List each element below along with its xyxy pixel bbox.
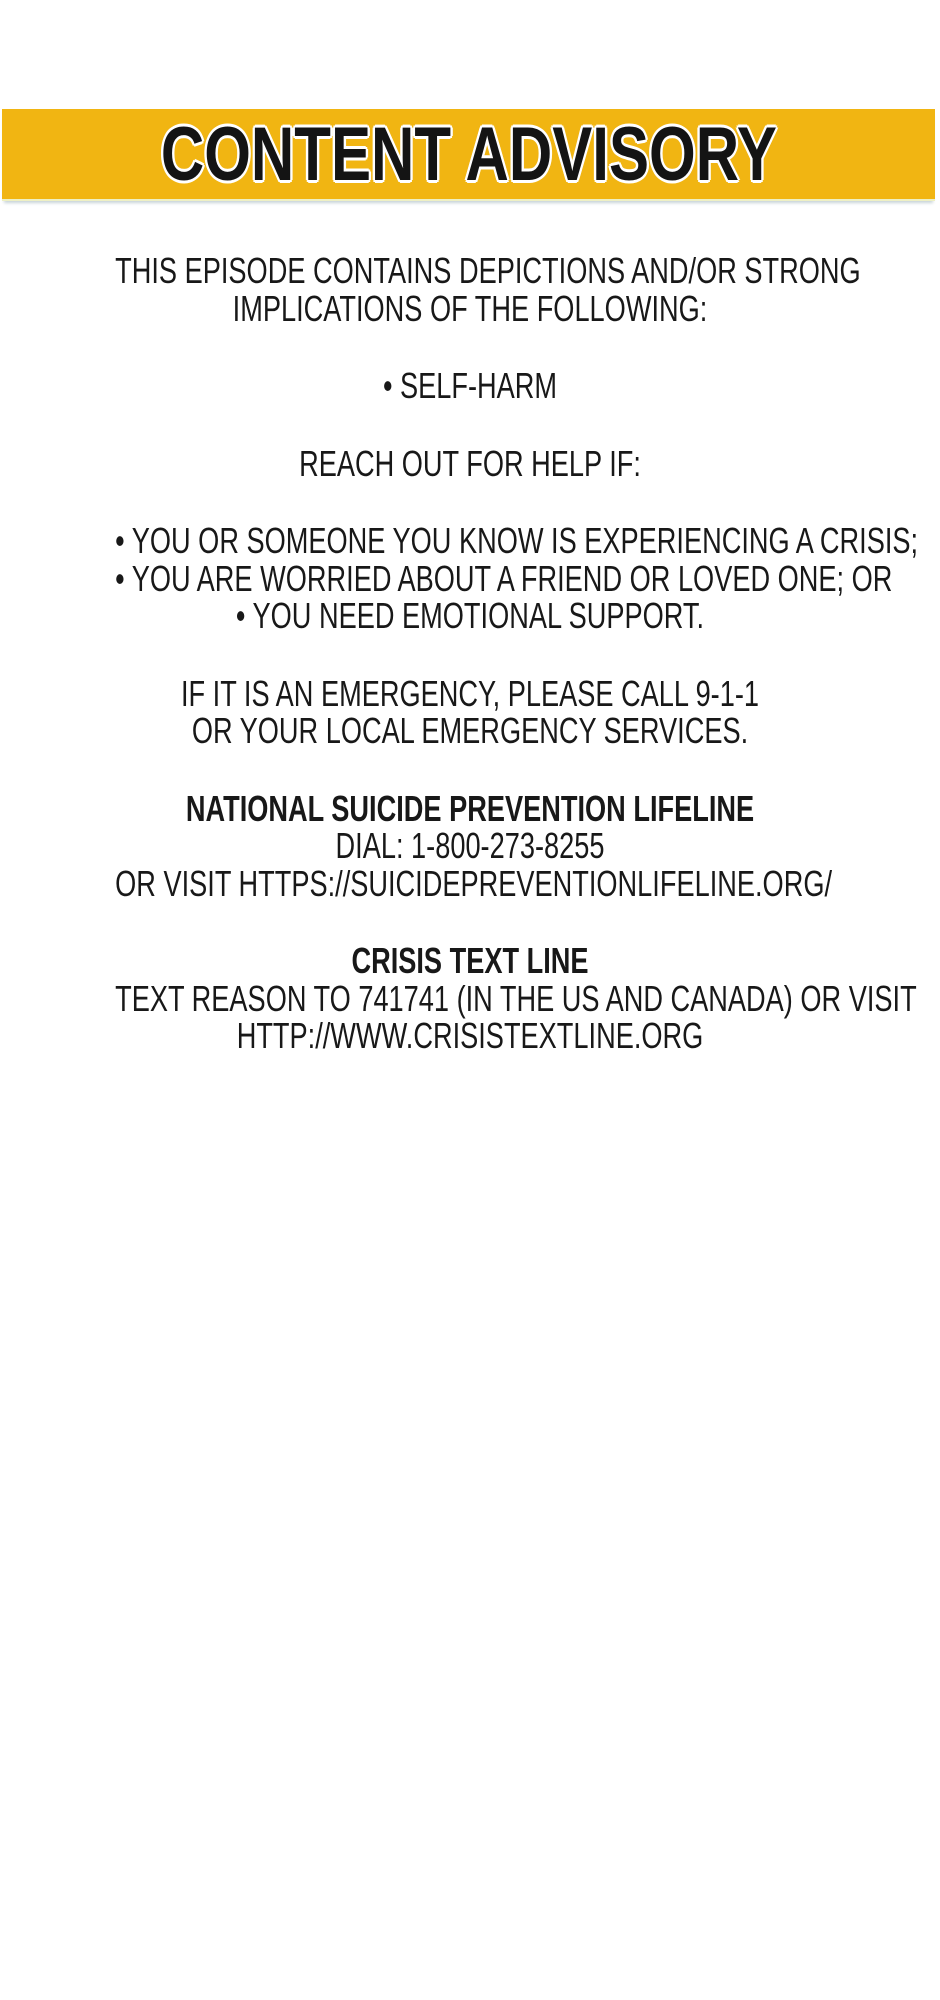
- warning-item-self-harm: • SELF-HARM: [382, 365, 558, 406]
- emergency-instructions: [115, 672, 825, 751]
- lifeline-url: OR VISIT HTTPS://SUICIDEPREVENTIONLIFELINE.ORG/: [115, 862, 833, 904]
- warning-list: [115, 367, 825, 405]
- lifeline-section: [115, 787, 833, 904]
- lifeline-heading: NATIONAL SUICIDE PREVENTION LIFELINE: [185, 787, 755, 829]
- condition-item-3: • YOU NEED EMOTIONAL SUPPORT.: [235, 595, 705, 636]
- crisis-text-line-heading: CRISIS TEXT LINE: [351, 940, 589, 981]
- intro-paragraph: [115, 250, 861, 329]
- emergency-line-1: IF IT IS AN EMERGENCY, PLEASE CALL 9-1-1: [180, 672, 760, 714]
- reach-out-heading: [115, 442, 825, 484]
- condition-item-1: • YOU OR SOMEONE YOU KNOW IS EXPERIENCING A CRISIS;: [115, 520, 919, 561]
- crisis-text-line-url: HTTP://WWW.CRISISTEXTLINE.ORG: [236, 1015, 704, 1056]
- condition-item-2: • YOU ARE WORRIED ABOUT A FRIEND OR LOVED ONE; OR: [115, 557, 893, 599]
- reach-out-line: REACH OUT FOR HELP IF:: [299, 442, 641, 484]
- advisory-text-block: [115, 250, 919, 1056]
- emergency-line-2: OR YOUR LOCAL EMERGENCY SERVICES.: [191, 710, 749, 751]
- intro-line-1: THIS EPISODE CONTAINS DEPICTIONS AND/OR STRONG: [115, 250, 861, 291]
- lifeline-phone: DIAL: 1-800-273-8255: [335, 825, 605, 866]
- crisis-text-line-instructions: TEXT REASON TO 741741 (IN THE US AND CANADA) OR VISIT: [115, 977, 917, 1019]
- content-advisory-title: CONTENT ADVISORY: [160, 111, 777, 197]
- intro-line-2: IMPLICATIONS OF THE FOLLOWING:: [232, 287, 708, 329]
- crisis-conditions-list: [115, 520, 919, 636]
- content-advisory-banner: [2, 109, 935, 199]
- crisis-text-line-section: [115, 940, 917, 1056]
